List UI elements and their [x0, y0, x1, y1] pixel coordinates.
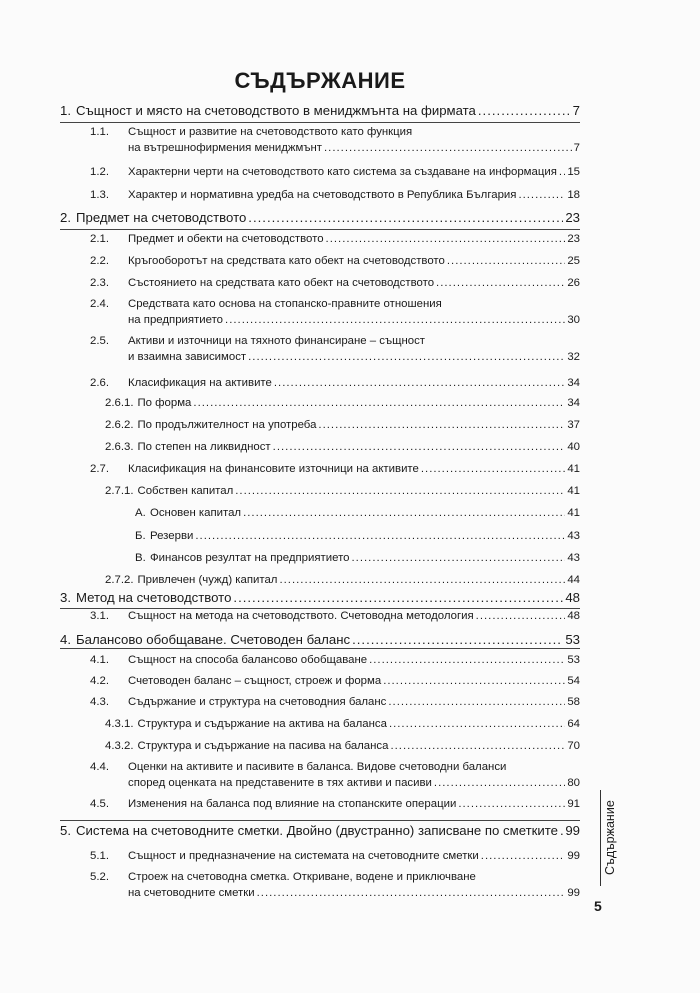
dot-leader [257, 887, 566, 899]
dot-leader [458, 798, 565, 810]
toc-entry-title: Финансов резултат на предприятието [150, 552, 350, 564]
toc-entry-title: Счетоводен баланс – същност, строеж и форма [128, 675, 382, 687]
toc-entry-number: 4.2. [90, 675, 109, 687]
toc-entry-page: 80 [567, 777, 580, 789]
dot-leader [369, 654, 565, 666]
toc-entry[interactable] [60, 574, 580, 586]
section-separator [60, 229, 580, 230]
dot-leader [352, 632, 563, 647]
section-separator [60, 648, 580, 649]
toc-entry-title-continued: и взаимна зависимост [128, 351, 247, 363]
toc-entry[interactable] [60, 441, 580, 453]
dot-leader [434, 777, 565, 789]
toc-entry[interactable] [60, 277, 580, 289]
toc-entry-number: 2.4. [90, 298, 109, 310]
toc-entry-number: 2.6.1. [105, 397, 134, 409]
toc-entry[interactable] [60, 552, 580, 564]
dot-leader [352, 552, 566, 564]
toc-entry[interactable] [60, 610, 580, 622]
dot-leader [195, 530, 565, 542]
toc-entry[interactable] [60, 166, 580, 178]
toc-entry[interactable] [60, 397, 580, 409]
toc-entry-page: 43 [567, 552, 580, 564]
toc-entry-number: 2. [60, 210, 71, 225]
toc-entry-page: 53 [565, 632, 580, 647]
toc-entry-title: Същност и предназначение на системата на счетоводните сметки [128, 850, 479, 862]
toc-entry[interactable] [60, 463, 580, 475]
toc-entry-number: 1.3. [90, 189, 109, 201]
toc-entry-title: Характер и нормативна уредба на счетоводството в Република България [128, 189, 517, 201]
dot-leader [447, 255, 565, 267]
toc-entry[interactable] [60, 126, 580, 154]
dot-leader [390, 740, 565, 752]
toc-entry-number: 3.1. [90, 610, 109, 622]
sidebar-section-label: Съдържание [603, 800, 617, 876]
dot-leader [476, 610, 566, 622]
toc-entry-number: 5.2. [90, 871, 109, 883]
toc-entry[interactable] [60, 718, 580, 730]
section-separator [60, 608, 580, 609]
toc-entry-number: 2.7.1. [105, 485, 134, 497]
toc-entry-title: Средствата като основа на стопанско-правните отношения [128, 298, 442, 310]
toc-entry-number: 2.7.2. [105, 574, 134, 586]
toc-entry-page: 64 [567, 718, 580, 730]
dot-leader [233, 590, 563, 605]
toc-entry[interactable] [60, 761, 580, 789]
toc-entry-number: 2.7. [90, 463, 109, 475]
toc-entry-number: 4.3. [90, 696, 109, 708]
toc-entry-number: 1.2. [90, 166, 109, 178]
toc-entry-title: Метод на счетоводството [76, 590, 232, 605]
toc-entry[interactable] [60, 419, 580, 431]
toc-entry[interactable] [60, 485, 580, 497]
toc-entry-page: 58 [567, 696, 580, 708]
toc-entry-title-continued: на предприятието [128, 314, 224, 326]
toc-entry-number: 2.3. [90, 277, 109, 289]
toc-entry[interactable] [60, 740, 580, 752]
toc-entry-title: Състоянието на средствата като обект на счетоводството [128, 277, 435, 289]
toc-entry-page: 18 [567, 189, 580, 201]
page-number: 5 [594, 898, 602, 914]
toc-entry-title: Класификация на активите [128, 377, 272, 389]
toc-entry-title: Структура и съдържание на актива на баланса [137, 718, 387, 730]
toc-entry-page: 44 [567, 574, 580, 586]
toc-entry-number: 2.6.3. [105, 441, 134, 453]
toc-entry-page: 23 [567, 233, 580, 245]
toc-entry[interactable] [60, 103, 580, 118]
toc-entry-page: 70 [567, 740, 580, 752]
toc-entry-number: 2.2. [90, 255, 109, 267]
toc-entry-page: 53 [567, 654, 580, 666]
toc-entry-title: Съдържание и структура на счетоводния баланс [128, 696, 387, 708]
toc-entry-title: Привлечен (чужд) капитал [137, 574, 278, 586]
toc-entry-page: 99 [567, 887, 580, 899]
toc-entry-number: 4.3.2. [105, 740, 134, 752]
toc-entry-page: 23 [565, 210, 580, 225]
toc-entry-title: Същност на метода на счетоводството. Счетоводна методология [128, 610, 474, 622]
toc-entry-title: Система на счетоводните сметки. Двойно (двустранно) записване по сметките [76, 823, 559, 838]
page-title: СЪДЪРЖАНИЕ [234, 68, 406, 93]
dot-leader [243, 507, 565, 519]
toc-entry[interactable] [60, 675, 580, 687]
dot-leader [274, 377, 565, 389]
dot-leader [383, 675, 565, 687]
toc-entry-title: Изменения на баланса под влияние на стопанските операции [128, 798, 457, 810]
toc-entry-page: 7 [573, 142, 580, 154]
toc-entry-title: Оценки на активите и пасивите в баланса. Видове счетоводни баланси [128, 761, 507, 773]
section-separator [60, 820, 580, 821]
toc-entry-number: А. [135, 507, 146, 519]
dot-leader [560, 823, 563, 838]
toc-entry-title: По продължителност на употреба [137, 419, 317, 431]
toc-entry-title: Същност и развитие на счетоводството като функция [128, 126, 413, 138]
toc-entry[interactable] [60, 590, 580, 605]
dot-leader [248, 210, 563, 225]
dot-leader [273, 441, 566, 453]
toc-entry[interactable] [60, 210, 580, 225]
toc-entry-number: Б. [135, 530, 146, 542]
toc-entry-number: 4.3.1. [105, 718, 134, 730]
toc-entry-page: 25 [567, 255, 580, 267]
dot-leader [436, 277, 565, 289]
toc-entry[interactable] [60, 632, 580, 647]
toc-entry-title: Класификация на финансовите източници на активите [128, 463, 419, 475]
dot-leader [193, 397, 565, 409]
toc-entry[interactable] [60, 798, 580, 810]
toc-entry-title: Балансово обобщаване. Счетоводен баланс [76, 632, 351, 647]
toc-entry-number: 4. [60, 632, 71, 647]
dot-leader [279, 574, 565, 586]
toc-entry-number: 2.1. [90, 233, 109, 245]
toc-entry-page: 91 [567, 798, 580, 810]
toc-entry-title-continued: на счетоводните сметки [128, 887, 255, 899]
dot-leader [326, 233, 566, 245]
toc-entry-title: По форма [137, 397, 192, 409]
dot-leader [389, 718, 565, 730]
toc-entry[interactable] [60, 871, 580, 899]
dot-leader [421, 463, 565, 475]
toc-entry[interactable] [60, 335, 580, 363]
toc-entry-number: 3. [60, 590, 71, 605]
toc-entry-number: 2.5. [90, 335, 109, 347]
toc-entry[interactable] [60, 233, 580, 245]
toc-entry[interactable] [60, 654, 580, 666]
toc-entry-page: 99 [567, 850, 580, 862]
dot-leader [248, 351, 565, 363]
toc-entry-page: 41 [567, 485, 580, 497]
toc-entry-page: 37 [567, 419, 580, 431]
dot-leader [225, 314, 565, 326]
toc-entry[interactable] [60, 298, 580, 326]
toc-entry-page: 40 [567, 441, 580, 453]
dot-leader [388, 696, 565, 708]
toc-entry[interactable] [60, 507, 580, 519]
toc-entry[interactable] [60, 377, 580, 389]
toc-entry-title-continued: според оценката на представените в тях активи и пасиви [128, 777, 432, 789]
toc-entry-number: В. [135, 552, 146, 564]
toc-entry-page: 99 [565, 823, 580, 838]
toc-entry-page: 15 [567, 166, 580, 178]
toc-entry[interactable] [60, 255, 580, 267]
toc-entry-title: Същност на способа балансово обобщаване [128, 654, 368, 666]
toc-entry-title-continued: на вътрешнофирмения мениджмънт [128, 142, 322, 154]
toc-entry-page: 30 [567, 314, 580, 326]
toc-entry-title: Същност и място на счетоводството в мениджмънта на фирмата [76, 103, 476, 118]
toc-entry[interactable] [60, 530, 580, 542]
toc-entry-page: 54 [567, 675, 580, 687]
dot-leader [235, 485, 565, 497]
toc-entry[interactable] [60, 823, 580, 838]
dot-leader [559, 166, 565, 178]
toc-entry-title: Структура и съдържание на пасива на баланса [137, 740, 389, 752]
toc-entry-title: Предмет на счетоводството [76, 210, 247, 225]
toc-entry-number: 1. [60, 103, 71, 118]
section-separator [60, 122, 580, 123]
toc-entry[interactable] [60, 850, 580, 862]
toc-entry-number: 2.6. [90, 377, 109, 389]
toc-entry-number: 1.1. [90, 126, 109, 138]
toc-entry-page: 32 [567, 351, 580, 363]
toc-entry-title: Основен капитал [150, 507, 242, 519]
toc-entry-title: Предмет и обекти на счетоводството [128, 233, 324, 245]
toc-entry-number: 4.1. [90, 654, 109, 666]
dot-leader [481, 850, 566, 862]
toc-entry-title: Строеж на счетоводна сметка. Откриване, водене и приключване [128, 871, 476, 883]
toc-entry-page: 34 [567, 377, 580, 389]
toc-entry-title: Активи и източници на тяхното финансиране – същност [128, 335, 426, 347]
toc-entry-page: 34 [567, 397, 580, 409]
toc-entry-page: 41 [567, 507, 580, 519]
toc-entry-page: 41 [567, 463, 580, 475]
toc-entry-title: По степен на ликвидност [137, 441, 271, 453]
toc-entry-number: 2.6.2. [105, 419, 134, 431]
toc-entry[interactable] [60, 189, 580, 201]
toc-entry-number: 4.5. [90, 798, 109, 810]
dot-leader [318, 419, 565, 431]
dot-leader [518, 189, 565, 201]
toc-entry-page: 26 [567, 277, 580, 289]
toc-entry-page: 43 [567, 530, 580, 542]
dot-leader [324, 142, 572, 154]
toc-entry-title: Собствен капитал [137, 485, 234, 497]
toc-entry-page: 7 [572, 103, 580, 118]
toc-entry-title: Характерни черти на счетоводството като система за създаване на информация [128, 166, 557, 178]
toc-entry-title: Резерви [150, 530, 194, 542]
toc-entry[interactable] [60, 696, 580, 708]
toc-entry-page: 48 [567, 610, 580, 622]
toc-entry-number: 4.4. [90, 761, 109, 773]
toc-entry-page: 48 [565, 590, 580, 605]
toc-entry-number: 5. [60, 823, 71, 838]
toc-entry-number: 5.1. [90, 850, 109, 862]
dot-leader [478, 103, 571, 118]
toc-entry-title: Кръгооборотът на средствата като обект на счетоводството [128, 255, 445, 267]
